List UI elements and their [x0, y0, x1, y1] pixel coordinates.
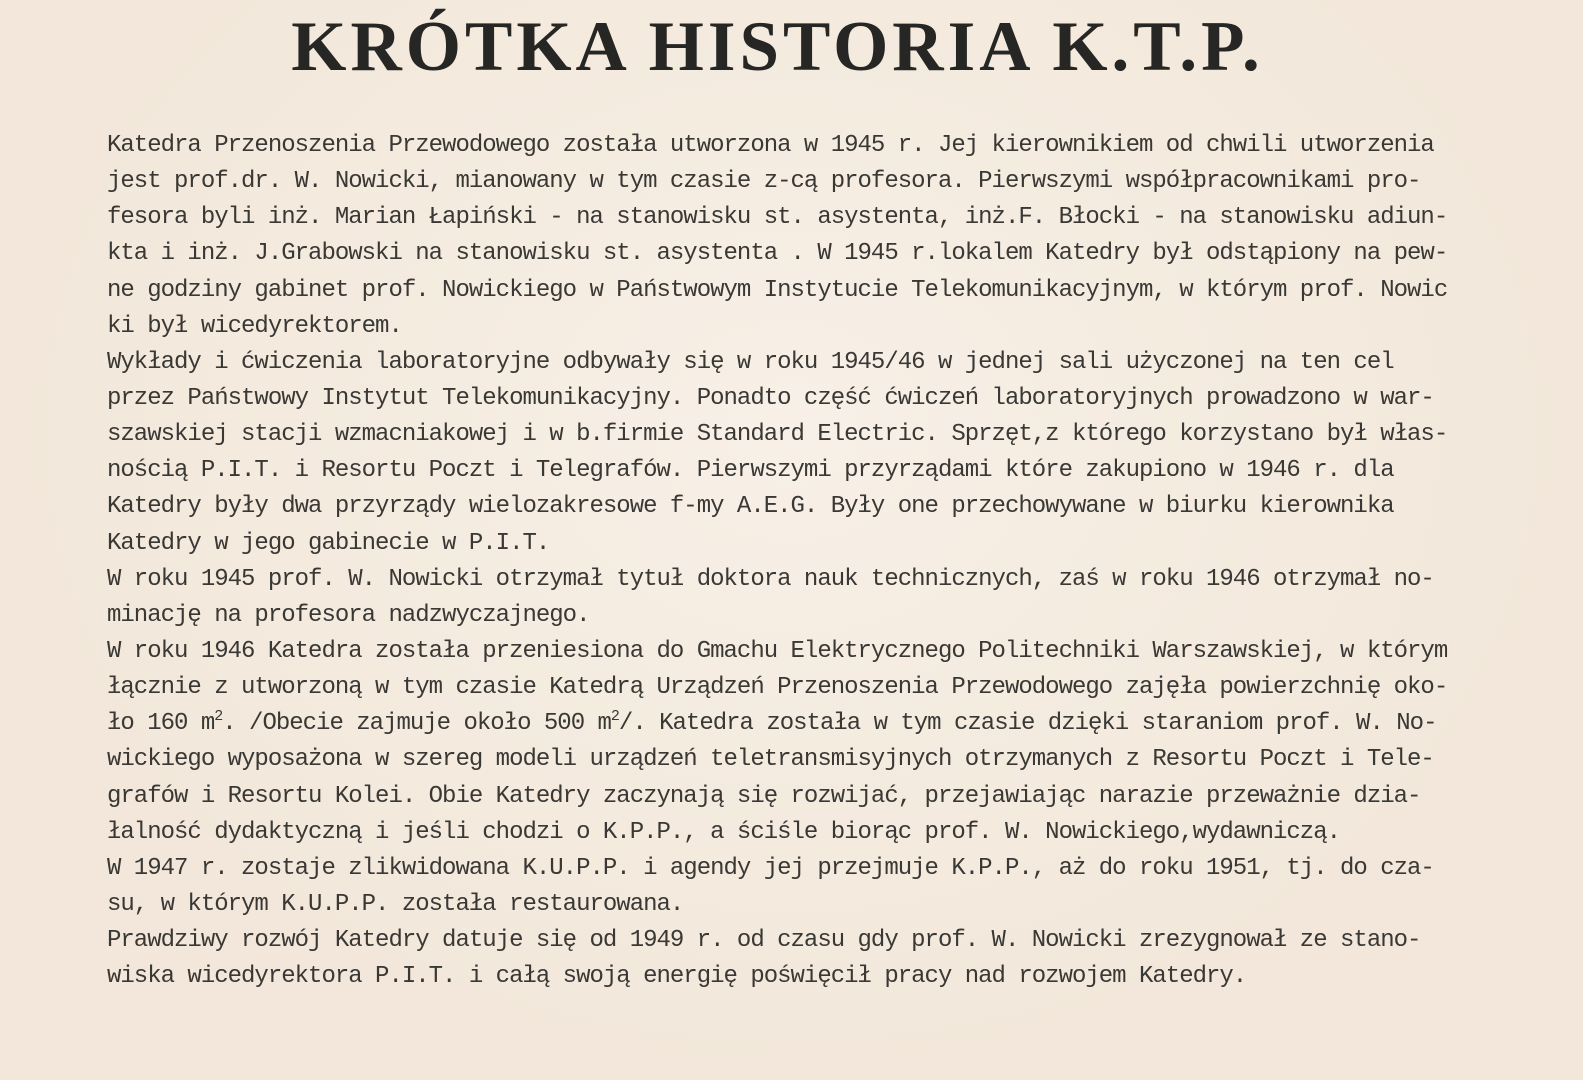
text-line-7: Wykłady i ćwiczenia laboratoryjne odbywały się w roku 1945/46 w jednej sali użyczonej na ten cel	[107, 348, 1394, 376]
text-line-17-part-a: ło 160 m	[107, 710, 215, 738]
document-body	[107, 128, 1577, 995]
text-line-9: szawskiej stacji wzmacniakowej i w b.firmie Standard Electric. Sprzęt,z którego korzystano był włas-	[107, 421, 1448, 449]
text-line-5: ne godziny gabinet prof. Nowickiego w Państwowym Instytucie Telekomunikacyjnym, w którym prof. Nowic	[107, 276, 1448, 304]
text-line-23: Prawdziwy rozwój Katedry datuje się od 1949 r. od czasu gdy prof. W. Nowicki zrezygnował ze stano-	[107, 927, 1421, 955]
text-line-3: fesora byli inż. Marian Łapiński - na stanowisku st. asystenta, inż.F. Błocki - na stanowisku adiun-	[107, 204, 1448, 232]
text-line-10: nością P.I.T. i Resortu Poczt i Telegrafów. Pierwszymi przyrządami które zakupiono w 1946 r. dla	[107, 457, 1394, 485]
text-line-1: Katedra Przenoszenia Przewodowego została utworzona w 1945 r. Jej kierownikiem od chwili utworzenia	[107, 132, 1434, 159]
text-line-12: Katedry w jego gabinecie w P.I.T.	[107, 529, 550, 557]
text-line-17-part-c: /. Katedra została w tym czasie dzięki staraniom prof. W. No-	[618, 710, 1437, 738]
text-line-17	[107, 706, 1577, 742]
superscript-2-second: 2	[610, 708, 619, 726]
text-line-17-part-b: . /Obecie zajmuje około 500 m	[222, 710, 611, 738]
text-line-20: łalność dydaktyczną i jeśli chodzi o K.P.P., a ściśle biorąc prof. W. Nowickiego,wydawniczą.	[107, 818, 1341, 846]
text-line-15: W roku 1946 Katedra została przeniesiona do Gmachu Elektrycznego Politechniki Warszawskiej, w którym	[107, 637, 1448, 665]
text-line-16: łącznie z utworzoną w tym czasie Katedrą Urządzeń Przenoszenia Przewodowego zajęła powierzchnię oko-	[107, 674, 1448, 702]
text-line-21: W 1947 r. zostaje zlikwidowana K.U.P.P. i agendy jej przejmuje K.P.P., aż do roku 1951, tj. do cza-	[107, 854, 1434, 882]
text-line-24: wiska wicedyrektora P.I.T. i całą swoją energię poświęcił pracy nad rozwojem Katedry.	[107, 963, 1247, 991]
text-line-22: su, w którym K.U.P.P. została restaurowana.	[107, 890, 684, 918]
document-title: KRÓTKA HISTORIA K.T.P.	[291, 8, 1264, 86]
text-line-2: jest prof.dr. W. Nowicki, mianowany w tym czasie z-cą profesora. Pierwszymi współpracownikami pro-	[107, 168, 1421, 196]
text-line-6: ki był wicedyrektorem.	[107, 312, 402, 340]
text-line-19: grafów i Resortu Kolei. Obie Katedry zaczynają się rozwijać, przejawiając narazie przeważnie dzia-	[107, 782, 1421, 810]
text-line-18: wickiego wyposażona w szereg modeli urządzeń teletransmisyjnych otrzymanych z Resortu Poczt i Tele-	[107, 746, 1434, 774]
superscript-2-first: 2	[214, 708, 223, 726]
text-line-8: przez Państwowy Instytut Telekomunikacyjny. Ponadto część ćwiczeń laboratoryjnych prowadzono w war-	[107, 384, 1434, 412]
text-line-14: minację na profesora nadzwyczajnego.	[107, 601, 590, 629]
text-line-11: Katedry były dwa przyrządy wielozakresowe f-my A.E.G. Były one przechowywane w biurku kierownika	[107, 493, 1394, 521]
text-line-4: kta i inż. J.Grabowski na stanowisku st. asystenta . W 1945 r.lokalem Katedry był odstąpiony na pew-	[107, 240, 1448, 268]
text-line-13: W roku 1945 prof. W. Nowicki otrzymał tytuł doktora nauk technicznych, zaś w roku 1946 otrzymał no-	[107, 565, 1434, 593]
